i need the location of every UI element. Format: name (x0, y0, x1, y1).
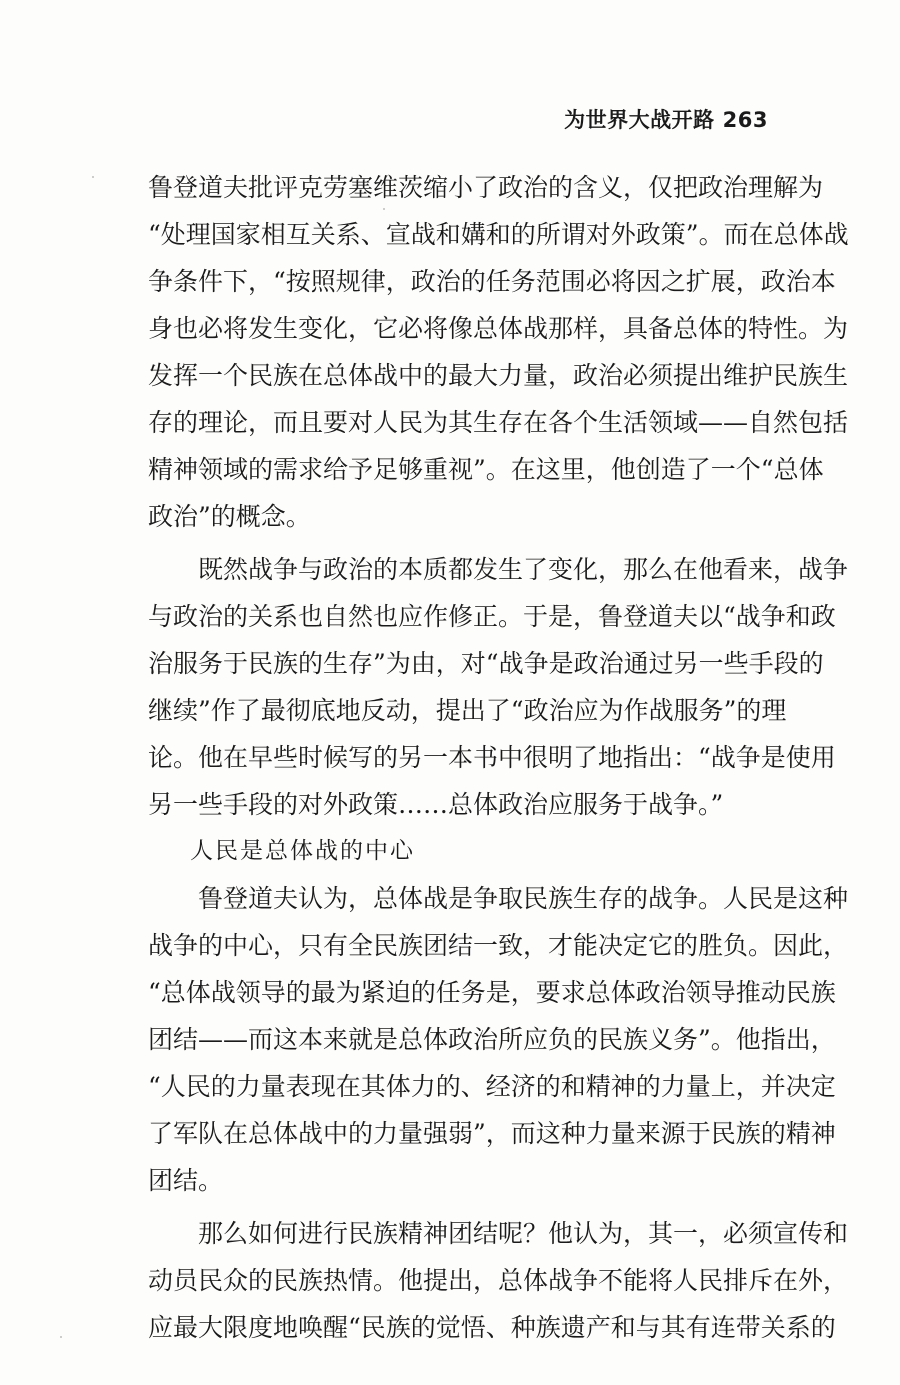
text-line: 争条件下，“按照规律，政治的任务范围必将因之扩展，政治本 (148, 267, 836, 296)
text-line: “总体战领导的最为紧迫的任务是，要求总体政治领导推动民族 (148, 978, 836, 1007)
paragraph-4 (148, 1210, 849, 1351)
paragraph-3 (148, 875, 849, 1204)
text-line: “处理国家相互关系、宣战和媾和的所谓对外政策”。而在总体战 (148, 220, 849, 249)
text-line: 另一些手段的对外政策……总体政治应服务于战争。” (148, 790, 724, 819)
text-line: 政治”的概念。 (148, 502, 311, 531)
paragraph-1 (148, 164, 849, 540)
text-line: 动员民众的民族热情。他提出，总体战争不能将人民排斥在外， (148, 1266, 849, 1295)
paragraph-2 (148, 546, 849, 828)
chapter-title: 为世界大战开路 (564, 108, 715, 132)
text-line: 发挥一个民族在总体战中的最大力量，政治必须提出维护民族生 (148, 361, 849, 390)
text-line: 鲁登道夫批评克劳塞维茨缩小了政治的含义，仅把政治理解为 (148, 173, 824, 202)
text-line: 了军队在总体战中的力量强弱”，而这种力量来源于民族的精神 (148, 1119, 836, 1148)
text-line: 与政治的关系也自然也应作修正。于是，鲁登道夫以“战争和政 (148, 602, 836, 631)
text-line: 团结——而这本来就是总体政治所应负的民族义务”。他指出， (148, 1025, 836, 1054)
text-line: 治服务于民族的生存”为由，对“战争是政治通过另一些手段的 (148, 649, 824, 678)
text-line: “人民的力量表现在其体力的、经济的和精神的力量上，并决定 (148, 1072, 836, 1101)
text-line: 应最大限度地唤醒“民族的觉悟、种族遗产和与其有连带关系的 (148, 1313, 836, 1342)
text-line: 战争的中心，只有全民族团结一致，才能决定它的胜负。因此， (148, 931, 849, 960)
scan-speck (92, 176, 94, 178)
text-line: 精神领域的需求给予足够重视”。在这里，他创造了一个“总体 (148, 455, 824, 484)
text-line: 鲁登道夫认为，总体战是争取民族生存的战争。人民是这种 (198, 884, 849, 913)
text-line: 既然战争与政治的本质都发生了变化，那么在他看来，战争 (198, 555, 849, 584)
text-line: 继续”作了最彻底地反动，提出了“政治应为作战服务”的理 (148, 696, 787, 725)
text-line: 存的理论，而且要对人民为其生存在各个生活领域——自然包括 (148, 408, 849, 437)
text-line: 团结。 (148, 1166, 224, 1195)
scan-speck (60, 1336, 62, 1338)
running-header (564, 104, 768, 134)
section-subheading: 人民是总体战的中心 (190, 838, 415, 864)
text-line: 论。他在早些时候写的另一本书中很明了地指出：“战争是使用 (148, 743, 836, 772)
text-line: 身也必将发生变化，它必将像总体战那样，具备总体的特性。为 (148, 314, 849, 343)
body-text (148, 164, 849, 1351)
scan-speck (383, 208, 385, 210)
text-line: 那么如何进行民族精神团结呢？他认为，其一，必须宣传和 (198, 1219, 849, 1248)
page-number: 263 (722, 108, 768, 132)
